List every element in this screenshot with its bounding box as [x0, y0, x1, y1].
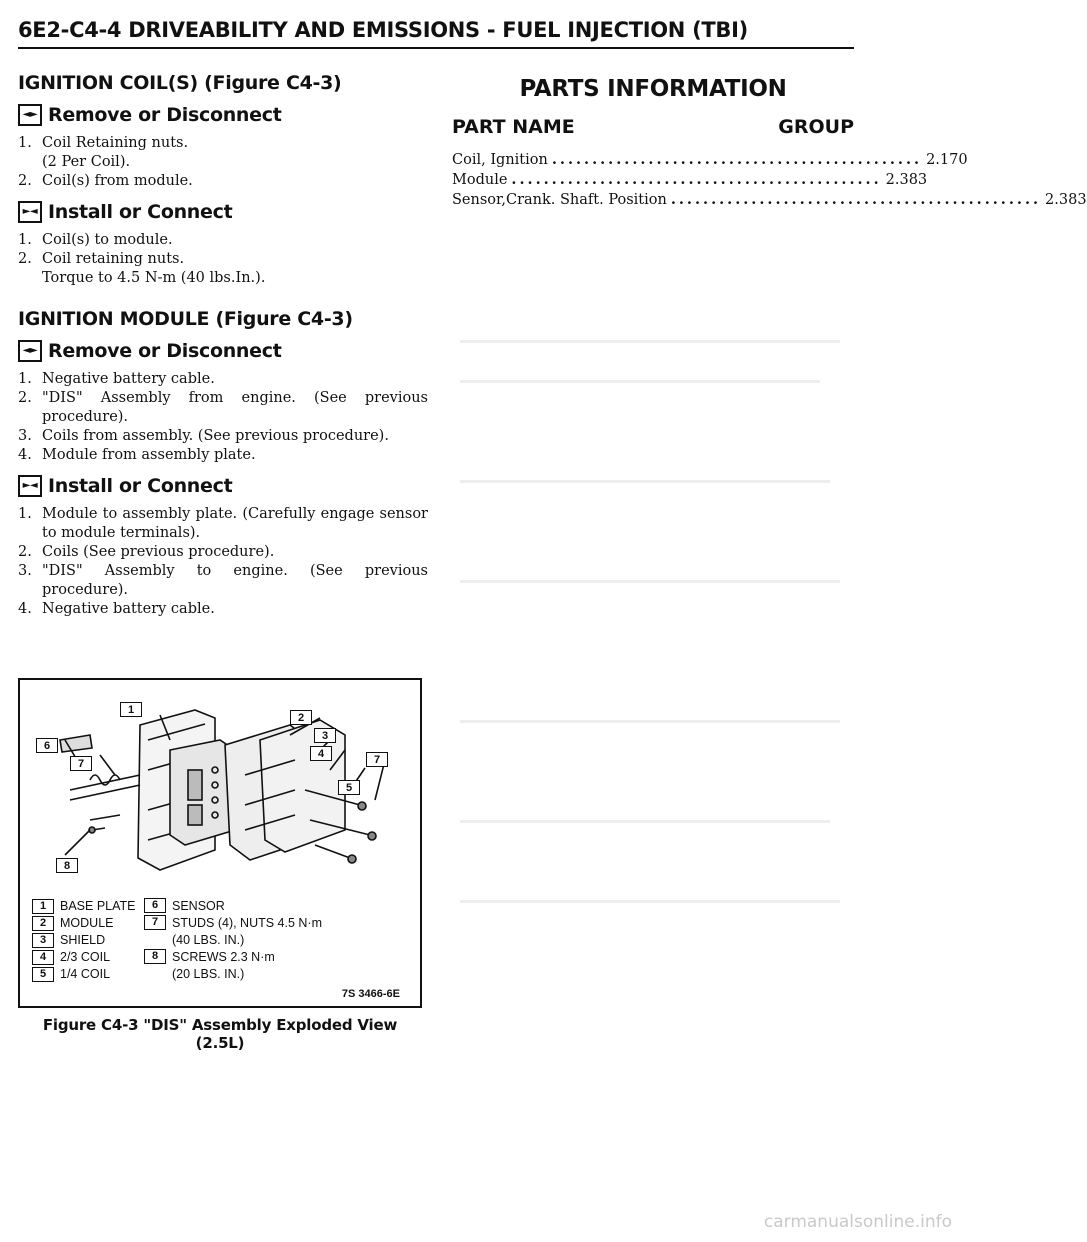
module-remove-heading: [18, 340, 428, 362]
coil-remove-heading: [18, 104, 428, 126]
callout-6: 6: [36, 738, 58, 753]
callout-7a: 7: [70, 756, 92, 771]
coil-remove-steps: [18, 134, 428, 191]
list-item: 2. Coil(s) from module.: [18, 173, 193, 189]
coil-install-label: Install or Connect: [48, 201, 233, 223]
bleed-through-line: [460, 340, 840, 343]
module-install-steps: [18, 505, 428, 619]
figure-caption: Figure C4-3 "DIS" Assembly Exploded View (2.5L): [42, 1016, 398, 1052]
coil-remove-label: Remove or Disconnect: [48, 104, 282, 126]
legend-row: 4 2/3 COIL 8 SCREWS 2.3 N·m: [32, 949, 412, 966]
coil-section-title: IGNITION COIL(S) (Figure C4-3): [18, 72, 342, 94]
list-item: 1. Negative battery cable.: [18, 371, 215, 387]
legend-row: 3 SHIELD (40 LBS. IN.): [32, 932, 412, 949]
callout-2: 2: [290, 710, 312, 725]
list-item: 4. Negative battery cable.: [18, 601, 215, 617]
list-item: 2. Coil retaining nuts.: [18, 251, 185, 267]
figure-legend: [32, 898, 412, 983]
bleed-through-line: [460, 580, 840, 583]
table-row: Module .............................................. 2.383: [452, 171, 928, 188]
left-column: [18, 72, 428, 629]
remove-arrows-icon: ◄►: [18, 340, 42, 362]
bleed-through-line: [460, 720, 840, 723]
dis-assembly-illustration: [20, 680, 420, 895]
table-row: Coil, Ignition .............................................. 2.170: [452, 151, 968, 168]
bleed-through-line: [460, 480, 830, 483]
header-rule: [18, 47, 854, 49]
dis-exploded-view-figure: [18, 678, 422, 1008]
callout-7b: 7: [366, 752, 388, 767]
module-install-label: Install or Connect: [48, 475, 233, 497]
callout-3: 3: [314, 728, 336, 743]
callout-1: 1: [120, 702, 142, 717]
callout-8: 8: [56, 858, 78, 873]
list-item-note: (2 Per Coil).: [42, 154, 131, 170]
list-item: 1. Coil(s) to module.: [18, 232, 173, 248]
list-item: 4. Module from assembly plate.: [18, 447, 256, 463]
list-item: 3. "DIS" Assembly to engine. (See previous procedure).: [18, 563, 428, 598]
bleed-through-line: [460, 900, 840, 903]
coil-install-heading: [18, 201, 428, 223]
legend-row: 1 BASE PLATE 6 SENSOR: [32, 898, 412, 915]
module-remove-steps: [18, 370, 428, 465]
install-arrows-icon: ►◄: [18, 475, 42, 497]
right-column: [452, 72, 1087, 210]
list-item: 3. Coils from assembly. (See previous procedure).: [18, 428, 389, 444]
module-remove-label: Remove or Disconnect: [48, 340, 282, 362]
legend-row: 5 1/4 COIL (20 LBS. IN.): [32, 966, 412, 983]
callout-5: 5: [338, 780, 360, 795]
table-row: Sensor,Crank. Shaft. Position .............................................. 2.383: [452, 191, 1087, 208]
parts-title: PARTS INFORMATION: [519, 76, 787, 102]
list-item: 2. Coils (See previous procedure).: [18, 544, 275, 560]
callout-4: 4: [310, 746, 332, 761]
figure-code: 7S 3466-6E: [341, 988, 400, 1000]
module-install-heading: [18, 475, 428, 497]
parts-col-name: PART NAME: [452, 116, 575, 138]
page-header: 6E2-C4-4 DRIVEABILITY AND EMISSIONS - FUEL INJECTION (TBI): [18, 18, 748, 42]
watermark: carmanualsonline.info: [763, 1212, 952, 1232]
legend-row: 2 MODULE 7 STUDS (4), NUTS 4.5 N·m: [32, 915, 412, 932]
bleed-through-line: [460, 820, 830, 823]
module-section-title: IGNITION MODULE (Figure C4-3): [18, 308, 353, 330]
list-item: 2. "DIS" Assembly from engine. (See previous procedure).: [18, 390, 428, 425]
list-item: 1. Coil Retaining nuts.: [18, 135, 189, 151]
parts-col-group: GROUP: [778, 116, 854, 138]
list-item: 1. Module to assembly plate. (Carefully engage sensor to module terminals).: [18, 506, 428, 541]
bleed-through-line: [460, 380, 820, 383]
list-item-note: Torque to 4.5 N-m (40 lbs.In.).: [42, 270, 266, 286]
parts-table-header: [452, 116, 854, 138]
coil-install-steps: [18, 231, 428, 288]
remove-arrows-icon: ◄►: [18, 104, 42, 126]
install-arrows-icon: ►◄: [18, 201, 42, 223]
